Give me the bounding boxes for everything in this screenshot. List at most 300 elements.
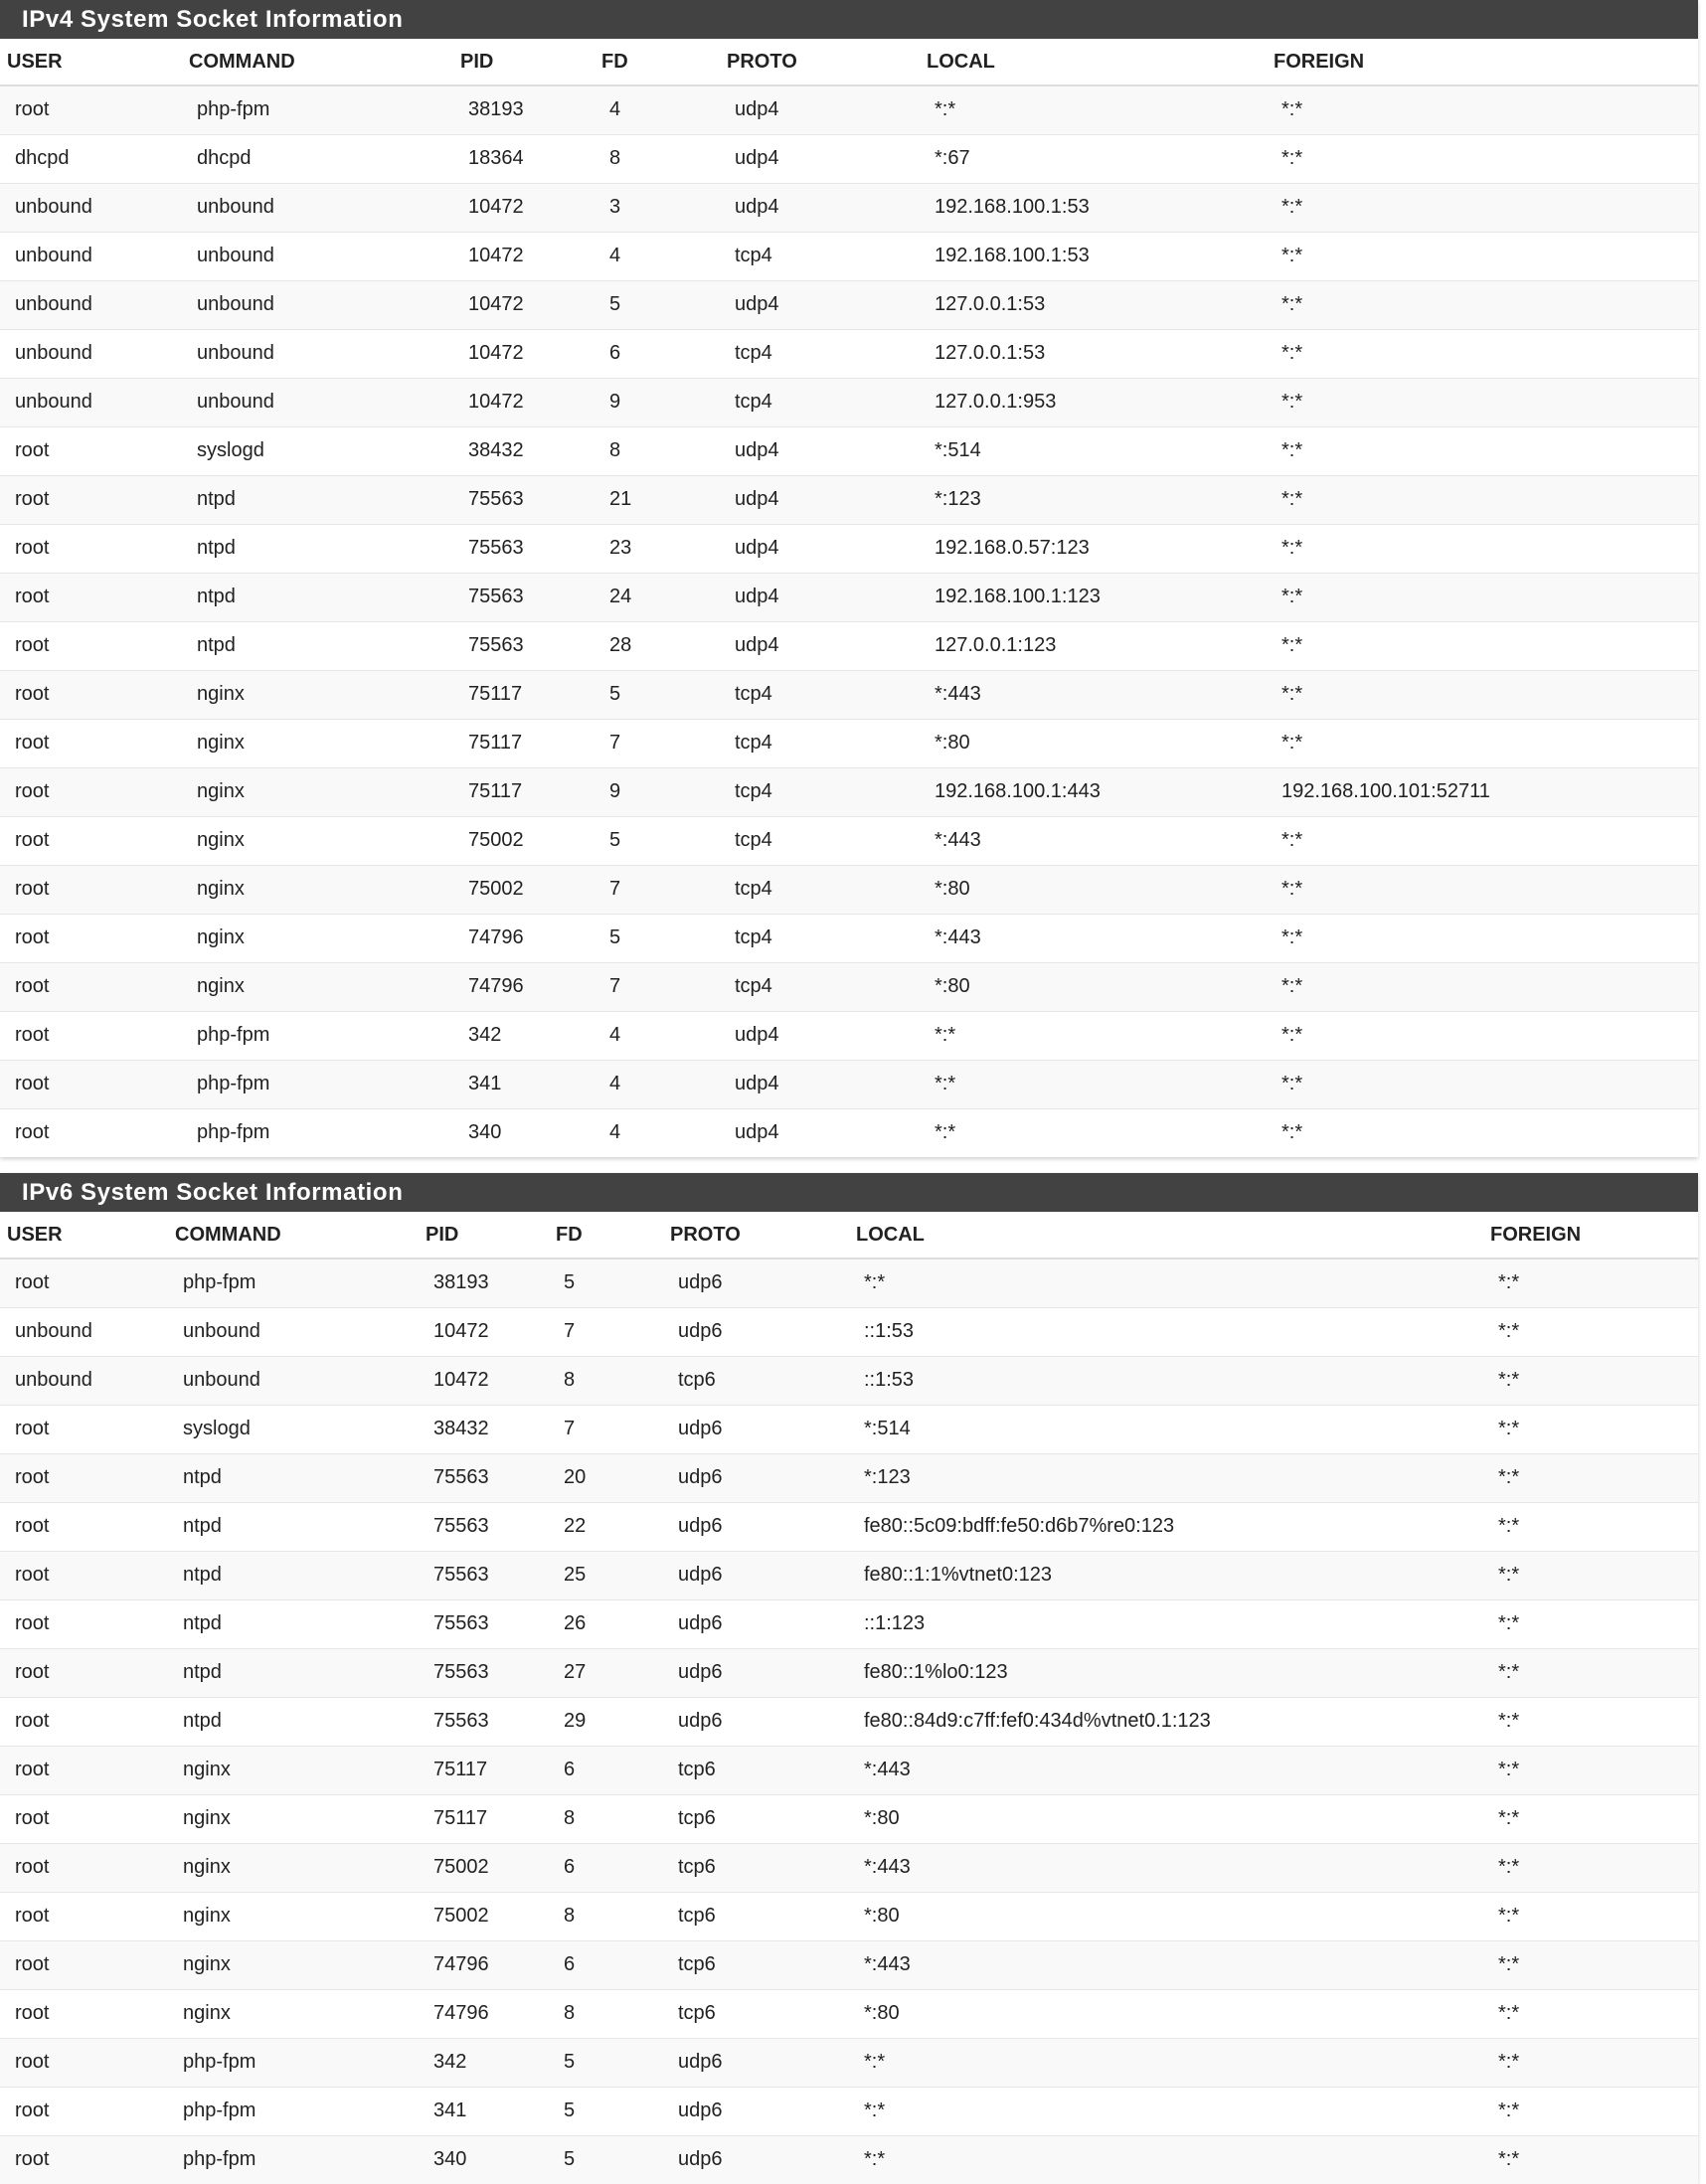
pid-cell: 75563 <box>453 524 595 573</box>
proto-cell: udp4 <box>720 524 920 573</box>
column-header-pid[interactable]: PID <box>419 1212 549 1259</box>
user-cell: root <box>0 914 182 962</box>
user-cell: unbound <box>0 183 182 232</box>
pid-cell: 75563 <box>453 573 595 621</box>
table-row <box>0 1697 1698 1746</box>
foreign-address-cell: *:* <box>1483 1892 1698 1940</box>
local-address-cell: 192.168.100.1:123 <box>920 573 1267 621</box>
foreign-address-cell: *:* <box>1267 183 1698 232</box>
command-cell: php-fpm <box>168 2038 419 2087</box>
command-cell: ntpd <box>182 573 453 621</box>
table-row <box>0 1259 1698 1307</box>
proto-cell: tcp4 <box>720 767 920 816</box>
local-address-cell: *:* <box>849 2087 1483 2135</box>
proto-cell: udp6 <box>663 1648 849 1697</box>
proto-cell: tcp4 <box>720 670 920 719</box>
command-cell: unbound <box>182 329 453 378</box>
foreign-address-cell: *:* <box>1483 1307 1698 1356</box>
fd-cell: 5 <box>595 914 720 962</box>
command-cell: unbound <box>182 183 453 232</box>
proto-cell: udp4 <box>720 573 920 621</box>
pid-cell: 75117 <box>453 767 595 816</box>
pid-cell: 74796 <box>419 1940 549 1989</box>
local-address-cell: *:80 <box>849 1892 1483 1940</box>
local-address-cell: *:443 <box>920 670 1267 719</box>
proto-cell: tcp4 <box>720 865 920 914</box>
pid-cell: 75563 <box>419 1502 549 1551</box>
column-header-user[interactable]: USER <box>0 1212 168 1259</box>
proto-cell: tcp4 <box>720 962 920 1011</box>
fd-cell: 23 <box>595 524 720 573</box>
foreign-address-cell: *:* <box>1483 1405 1698 1453</box>
command-cell: nginx <box>182 962 453 1011</box>
command-cell: php-fpm <box>168 2135 419 2184</box>
user-cell: dhcpd <box>0 134 182 183</box>
foreign-address-cell: *:* <box>1267 524 1698 573</box>
local-address-cell: *:443 <box>849 1940 1483 1989</box>
local-address-cell: fe80::1%lo0:123 <box>849 1648 1483 1697</box>
table-row <box>0 1405 1698 1453</box>
fd-cell: 21 <box>595 475 720 524</box>
local-address-cell: 192.168.0.57:123 <box>920 524 1267 573</box>
pid-cell: 10472 <box>453 280 595 329</box>
foreign-address-cell: *:* <box>1483 1648 1698 1697</box>
user-cell: root <box>0 1453 168 1502</box>
table-row <box>0 1940 1698 1989</box>
command-cell: unbound <box>168 1356 419 1405</box>
user-cell: unbound <box>0 329 182 378</box>
proto-cell: udp4 <box>720 475 920 524</box>
command-cell: ntpd <box>182 621 453 670</box>
proto-cell: udp4 <box>720 1060 920 1108</box>
user-cell: unbound <box>0 280 182 329</box>
table-row <box>0 914 1698 962</box>
command-cell: nginx <box>168 1989 419 2038</box>
fd-cell: 5 <box>595 816 720 865</box>
column-header-command[interactable]: COMMAND <box>182 39 453 85</box>
command-cell: ntpd <box>168 1453 419 1502</box>
proto-cell: udp6 <box>663 1259 849 1307</box>
local-address-cell: fe80::1:1%vtnet0:123 <box>849 1551 1483 1599</box>
local-address-cell: *:514 <box>920 426 1267 475</box>
local-address-cell: *:80 <box>849 1989 1483 2038</box>
foreign-address-cell: *:* <box>1483 1697 1698 1746</box>
pid-cell: 10472 <box>419 1356 549 1405</box>
user-cell: root <box>0 1989 168 2038</box>
local-address-cell: *:* <box>920 1108 1267 1157</box>
proto-cell: udp6 <box>663 2087 849 2135</box>
fd-cell: 8 <box>549 1794 663 1843</box>
proto-cell: tcp6 <box>663 1843 849 1892</box>
table-row <box>0 865 1698 914</box>
fd-cell: 9 <box>595 378 720 426</box>
pid-cell: 75563 <box>453 621 595 670</box>
pid-cell: 340 <box>419 2135 549 2184</box>
table-row <box>0 232 1698 280</box>
user-cell: root <box>0 1060 182 1108</box>
user-cell: root <box>0 1746 168 1794</box>
proto-cell: udp4 <box>720 426 920 475</box>
table-row <box>0 475 1698 524</box>
command-cell: syslogd <box>182 426 453 475</box>
local-address-cell: *:* <box>920 1060 1267 1108</box>
table-row <box>0 573 1698 621</box>
table-row <box>0 719 1698 767</box>
pid-cell: 75117 <box>453 670 595 719</box>
fd-cell: 5 <box>595 280 720 329</box>
column-header-pid[interactable]: PID <box>453 39 595 85</box>
command-cell: syslogd <box>168 1405 419 1453</box>
foreign-address-cell: *:* <box>1267 85 1698 134</box>
foreign-address-cell: *:* <box>1483 1502 1698 1551</box>
proto-cell: tcp6 <box>663 1746 849 1794</box>
fd-cell: 5 <box>549 2038 663 2087</box>
fd-cell: 6 <box>595 329 720 378</box>
foreign-address-cell: *:* <box>1267 1011 1698 1060</box>
proto-cell: tcp6 <box>663 1794 849 1843</box>
proto-cell: tcp6 <box>663 1940 849 1989</box>
local-address-cell: *:* <box>849 2135 1483 2184</box>
foreign-address-cell: *:* <box>1483 1551 1698 1599</box>
foreign-address-cell: *:* <box>1483 2087 1698 2135</box>
fd-cell: 4 <box>595 1060 720 1108</box>
proto-cell: udp4 <box>720 85 920 134</box>
user-cell: root <box>0 524 182 573</box>
local-address-cell: *:* <box>849 2038 1483 2087</box>
foreign-address-cell: *:* <box>1267 232 1698 280</box>
command-cell: php-fpm <box>168 1259 419 1307</box>
column-header-proto[interactable]: PROTO <box>720 39 920 85</box>
pid-cell: 38432 <box>453 426 595 475</box>
pid-cell: 74796 <box>419 1989 549 2038</box>
foreign-address-cell: *:* <box>1267 329 1698 378</box>
table-row <box>0 2135 1698 2184</box>
pid-cell: 18364 <box>453 134 595 183</box>
pid-cell: 340 <box>453 1108 595 1157</box>
local-address-cell: 127.0.0.1:53 <box>920 329 1267 378</box>
command-cell: ntpd <box>168 1551 419 1599</box>
table-row <box>0 2038 1698 2087</box>
foreign-address-cell: *:* <box>1483 2135 1698 2184</box>
foreign-address-cell: *:* <box>1267 1108 1698 1157</box>
table-row <box>0 378 1698 426</box>
command-cell: ntpd <box>168 1697 419 1746</box>
foreign-address-cell: *:* <box>1267 573 1698 621</box>
local-address-cell: 127.0.0.1:123 <box>920 621 1267 670</box>
command-cell: nginx <box>182 816 453 865</box>
proto-cell: tcp4 <box>720 914 920 962</box>
command-cell: ntpd <box>182 475 453 524</box>
local-address-cell: fe80::84d9:c7ff:fef0:434d%vtnet0.1:123 <box>849 1697 1483 1746</box>
table-row <box>0 329 1698 378</box>
user-cell: root <box>0 1502 168 1551</box>
command-cell: nginx <box>168 1940 419 1989</box>
table-row <box>0 1648 1698 1697</box>
table-row <box>0 183 1698 232</box>
proto-cell: udp4 <box>720 621 920 670</box>
command-cell: nginx <box>168 1843 419 1892</box>
command-cell: ntpd <box>168 1502 419 1551</box>
foreign-address-cell: *:* <box>1483 1259 1698 1307</box>
local-address-cell: *:80 <box>920 962 1267 1011</box>
user-cell: root <box>0 2038 168 2087</box>
local-address-cell: *:443 <box>849 1746 1483 1794</box>
user-cell: root <box>0 1697 168 1746</box>
command-cell: ntpd <box>182 524 453 573</box>
foreign-address-cell: *:* <box>1267 962 1698 1011</box>
foreign-address-cell: *:* <box>1267 1060 1698 1108</box>
foreign-address-cell: *:* <box>1483 1599 1698 1648</box>
table-row <box>0 1307 1698 1356</box>
fd-cell: 8 <box>549 1356 663 1405</box>
pid-cell: 342 <box>419 2038 549 2087</box>
user-cell: root <box>0 1405 168 1453</box>
table-row <box>0 1108 1698 1157</box>
table-row <box>0 1892 1698 1940</box>
user-cell: root <box>0 767 182 816</box>
pid-cell: 341 <box>453 1060 595 1108</box>
table-row <box>0 524 1698 573</box>
column-header-fd[interactable]: FD <box>549 1212 663 1259</box>
local-address-cell: *:* <box>849 1259 1483 1307</box>
pid-cell: 341 <box>419 2087 549 2135</box>
pid-cell: 38432 <box>419 1405 549 1453</box>
table-row <box>0 1502 1698 1551</box>
fd-cell: 6 <box>549 1746 663 1794</box>
user-cell: root <box>0 1794 168 1843</box>
proto-cell: udp4 <box>720 1108 920 1157</box>
command-cell: unbound <box>182 280 453 329</box>
foreign-address-cell: *:* <box>1483 1989 1698 2038</box>
user-cell: root <box>0 2135 168 2184</box>
pid-cell: 10472 <box>419 1307 549 1356</box>
pid-cell: 74796 <box>453 962 595 1011</box>
pid-cell: 10472 <box>453 378 595 426</box>
foreign-address-cell: *:* <box>1483 1356 1698 1405</box>
pid-cell: 75117 <box>453 719 595 767</box>
command-cell: php-fpm <box>182 1060 453 1108</box>
pid-cell: 38193 <box>453 85 595 134</box>
proto-cell: udp6 <box>663 2038 849 2087</box>
fd-cell: 8 <box>549 1892 663 1940</box>
local-address-cell: *:67 <box>920 134 1267 183</box>
user-cell: unbound <box>0 378 182 426</box>
local-address-cell: *:80 <box>920 865 1267 914</box>
user-cell: root <box>0 1892 168 1940</box>
command-cell: nginx <box>182 719 453 767</box>
fd-cell: 5 <box>549 1259 663 1307</box>
command-cell: unbound <box>182 378 453 426</box>
fd-cell: 6 <box>549 1843 663 1892</box>
user-cell: root <box>0 865 182 914</box>
column-header-user[interactable]: USER <box>0 39 182 85</box>
fd-cell: 4 <box>595 232 720 280</box>
fd-cell: 7 <box>549 1307 663 1356</box>
user-cell: root <box>0 573 182 621</box>
table-row <box>0 816 1698 865</box>
pid-cell: 75002 <box>453 816 595 865</box>
command-cell: nginx <box>168 1892 419 1940</box>
command-cell: php-fpm <box>182 1108 453 1157</box>
local-address-cell: 192.168.100.1:443 <box>920 767 1267 816</box>
ipv6-socket-panel <box>0 1173 1698 2184</box>
table-row <box>0 1599 1698 1648</box>
local-address-cell: ::1:53 <box>849 1307 1483 1356</box>
local-address-cell: fe80::5c09:bdff:fe50:d6b7%re0:123 <box>849 1502 1483 1551</box>
column-header-local[interactable]: LOCAL <box>849 1212 1483 1259</box>
pid-cell: 75002 <box>453 865 595 914</box>
pid-cell: 75563 <box>419 1551 549 1599</box>
local-address-cell: ::1:53 <box>849 1356 1483 1405</box>
proto-cell: udp4 <box>720 134 920 183</box>
column-header-proto[interactable]: PROTO <box>663 1212 849 1259</box>
command-cell: php-fpm <box>182 85 453 134</box>
local-address-cell: *:* <box>920 1011 1267 1060</box>
foreign-address-cell: *:* <box>1267 475 1698 524</box>
local-address-cell: 127.0.0.1:53 <box>920 280 1267 329</box>
fd-cell: 4 <box>595 1108 720 1157</box>
command-cell: nginx <box>182 670 453 719</box>
local-address-cell: *:514 <box>849 1405 1483 1453</box>
table-row <box>0 1551 1698 1599</box>
local-address-cell: 127.0.0.1:953 <box>920 378 1267 426</box>
fd-cell: 3 <box>595 183 720 232</box>
user-cell: root <box>0 1011 182 1060</box>
proto-cell: udp4 <box>720 183 920 232</box>
user-cell: unbound <box>0 232 182 280</box>
foreign-address-cell: *:* <box>1483 1746 1698 1794</box>
ipv4-socket-table <box>0 39 1698 1157</box>
fd-cell: 5 <box>549 2135 663 2184</box>
pid-cell: 75563 <box>419 1599 549 1648</box>
command-cell: dhcpd <box>182 134 453 183</box>
proto-cell: tcp4 <box>720 329 920 378</box>
foreign-address-cell: *:* <box>1483 2038 1698 2087</box>
pid-cell: 10472 <box>453 232 595 280</box>
foreign-address-cell: *:* <box>1267 816 1698 865</box>
user-cell: root <box>0 621 182 670</box>
user-cell: root <box>0 719 182 767</box>
local-address-cell: *:* <box>920 85 1267 134</box>
local-address-cell: *:80 <box>849 1794 1483 1843</box>
fd-cell: 5 <box>549 2087 663 2135</box>
proto-cell: tcp4 <box>720 816 920 865</box>
user-cell: root <box>0 1940 168 1989</box>
column-header-command[interactable]: COMMAND <box>168 1212 419 1259</box>
fd-cell: 29 <box>549 1697 663 1746</box>
column-header-foreign[interactable]: FOREIGN <box>1483 1212 1698 1259</box>
user-cell: root <box>0 2087 168 2135</box>
command-cell: nginx <box>168 1746 419 1794</box>
table-row <box>0 670 1698 719</box>
fd-cell: 27 <box>549 1648 663 1697</box>
foreign-address-cell: *:* <box>1483 1940 1698 1989</box>
table-row <box>0 962 1698 1011</box>
pid-cell: 75002 <box>419 1892 549 1940</box>
user-cell: root <box>0 1843 168 1892</box>
ipv6-socket-table <box>0 1212 1698 2184</box>
command-cell: unbound <box>182 232 453 280</box>
table-row <box>0 134 1698 183</box>
proto-cell: tcp4 <box>720 378 920 426</box>
fd-cell: 4 <box>595 85 720 134</box>
proto-cell: udp6 <box>663 1405 849 1453</box>
fd-cell: 8 <box>549 1989 663 2038</box>
fd-cell: 22 <box>549 1502 663 1551</box>
command-cell: php-fpm <box>168 2087 419 2135</box>
user-cell: root <box>0 475 182 524</box>
proto-cell: tcp6 <box>663 1356 849 1405</box>
user-cell: root <box>0 85 182 134</box>
proto-cell: udp6 <box>663 1453 849 1502</box>
table-row <box>0 85 1698 134</box>
ipv4-panel-title: IPv4 System Socket Information <box>0 0 1698 39</box>
column-header-fd[interactable]: FD <box>595 39 720 85</box>
proto-cell: tcp6 <box>663 1989 849 2038</box>
pid-cell: 74796 <box>453 914 595 962</box>
foreign-address-cell: *:* <box>1267 914 1698 962</box>
ipv6-header-row <box>0 1212 1698 1259</box>
foreign-address-cell: *:* <box>1267 719 1698 767</box>
fd-cell: 7 <box>595 962 720 1011</box>
foreign-address-cell: *:* <box>1267 426 1698 475</box>
table-row <box>0 767 1698 816</box>
pid-cell: 75563 <box>419 1648 549 1697</box>
proto-cell: tcp4 <box>720 719 920 767</box>
fd-cell: 4 <box>595 1011 720 1060</box>
user-cell: unbound <box>0 1356 168 1405</box>
pid-cell: 75563 <box>419 1453 549 1502</box>
fd-cell: 8 <box>595 134 720 183</box>
pid-cell: 342 <box>453 1011 595 1060</box>
proto-cell: udp6 <box>663 1551 849 1599</box>
column-header-foreign[interactable]: FOREIGN <box>1267 39 1698 85</box>
fd-cell: 9 <box>595 767 720 816</box>
fd-cell: 7 <box>595 719 720 767</box>
pid-cell: 75117 <box>419 1746 549 1794</box>
fd-cell: 7 <box>549 1405 663 1453</box>
local-address-cell: *:80 <box>920 719 1267 767</box>
table-row <box>0 426 1698 475</box>
pid-cell: 75117 <box>419 1794 549 1843</box>
table-row <box>0 1011 1698 1060</box>
proto-cell: tcp4 <box>720 232 920 280</box>
fd-cell: 20 <box>549 1453 663 1502</box>
fd-cell: 24 <box>595 573 720 621</box>
column-header-local[interactable]: LOCAL <box>920 39 1267 85</box>
ipv4-header-row <box>0 39 1698 85</box>
command-cell: nginx <box>182 914 453 962</box>
fd-cell: 5 <box>595 670 720 719</box>
fd-cell: 6 <box>549 1940 663 1989</box>
pid-cell: 75002 <box>419 1843 549 1892</box>
fd-cell: 26 <box>549 1599 663 1648</box>
pid-cell: 75563 <box>419 1697 549 1746</box>
local-address-cell: *:443 <box>849 1843 1483 1892</box>
local-address-cell: ::1:123 <box>849 1599 1483 1648</box>
user-cell: root <box>0 1648 168 1697</box>
command-cell: ntpd <box>168 1648 419 1697</box>
command-cell: ntpd <box>168 1599 419 1648</box>
table-row <box>0 1356 1698 1405</box>
foreign-address-cell: 192.168.100.101:52711 <box>1267 767 1698 816</box>
table-row <box>0 1989 1698 2038</box>
command-cell: nginx <box>182 865 453 914</box>
user-cell: root <box>0 1599 168 1648</box>
user-cell: root <box>0 426 182 475</box>
table-row <box>0 1060 1698 1108</box>
user-cell: root <box>0 1259 168 1307</box>
